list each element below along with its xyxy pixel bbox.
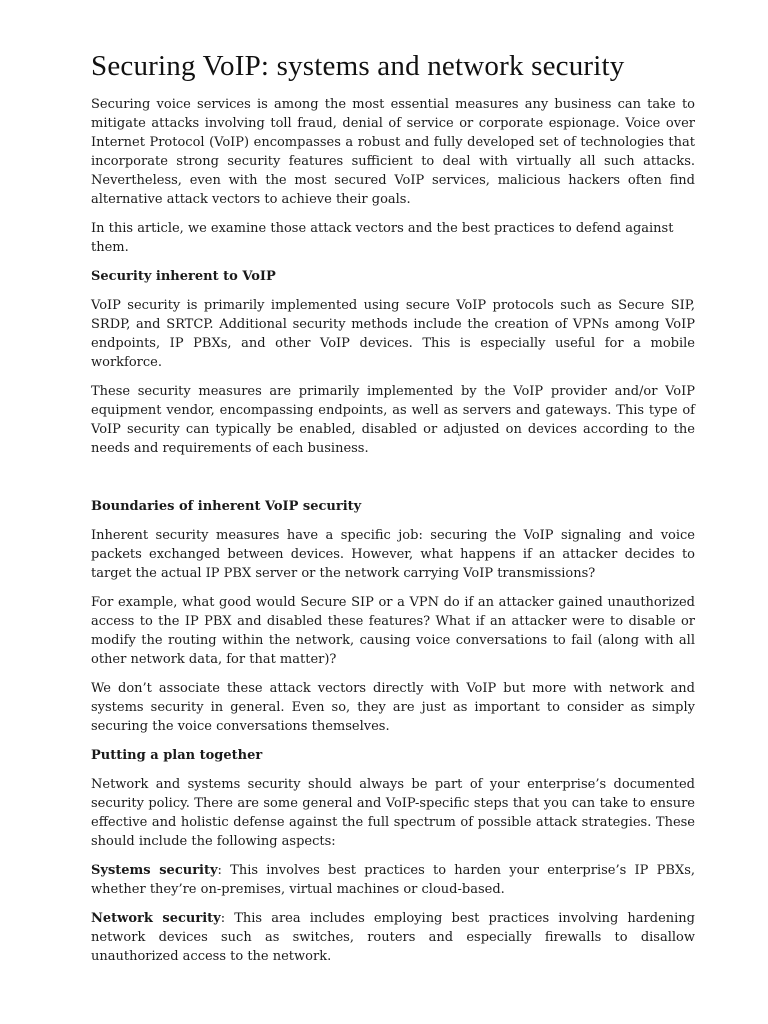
systems-security-lead: Systems security bbox=[91, 863, 218, 878]
section2-paragraph-2: For example, what good would Secure SIP or a VPN do if an attacker gained unauthorized access to the IP PBX and disabled these features? What if an attacker were to disable or modify the routing within the network, causing voice conversations to fail (along with all other network data, for that matter)? bbox=[91, 595, 695, 667]
section1-paragraph-2: These security measures are primarily implemented by the VoIP provider and/or VoIP equipment vendor, encompassing endpoints, as well as servers and gateways. This type of VoIP security can typically be enabled, disabled or adjusted on devices according to the needs and requirements of each business. bbox=[91, 384, 695, 456]
page-title: Securing VoIP: systems and network security bbox=[91, 50, 625, 82]
section1-paragraph-1: VoIP security is primarily implemented using secure VoIP protocols such as Secure SIP, SRDP, and SRTCP. Additional security methods include the creation of VPNs among VoIP endpoints, IP PBXs, and other VoIP devices. This is especially useful for a mobile workforce. bbox=[91, 298, 695, 370]
section-heading-boundaries: Boundaries of inherent VoIP security bbox=[91, 499, 362, 514]
section-spacer bbox=[91, 468, 695, 497]
network-security-lead: Network security bbox=[91, 911, 221, 926]
document-page bbox=[91, 48, 695, 976]
section2-paragraph-1: Inherent security measures have a specific job: securing the VoIP signaling and voice packets exchanged between devices. However, what happens if an attacker decides to target the actual IP PBX server or the network carrying VoIP transmissions? bbox=[91, 528, 695, 581]
network-security-paragraph bbox=[91, 909, 695, 966]
section3-paragraph-1: Network and systems security should always be part of your enterprise’s documented security policy. There are some general and VoIP-specific steps that you can take to ensure effective and holistic defense against the full spectrum of possible attack strategies. These should include the following aspects: bbox=[91, 777, 695, 849]
intro-paragraph-2: In this article, we examine those attack vectors and the best practices to defend against them. bbox=[91, 221, 674, 255]
systems-security-text: : This involves best practices to harden your enterprise’s IP PBXs, whether they’re on-premises, virtual machines or cloud-based. bbox=[91, 863, 695, 897]
section2-paragraph-3: We don’t associate these attack vectors directly with VoIP but more with network and systems security in general. Even so, they are just as important to consider as simply securing the voice conversations themselves. bbox=[91, 681, 695, 734]
network-security-text: : This area includes employing best practices involving hardening network devices such as switches, routers and especially firewalls to disallow unauthorized access to the network. bbox=[91, 911, 695, 964]
systems-security-paragraph bbox=[91, 861, 695, 899]
section-heading-security-inherent: Security inherent to VoIP bbox=[91, 269, 276, 284]
section-heading-plan: Putting a plan together bbox=[91, 748, 263, 763]
intro-paragraph-1: Securing voice services is among the most essential measures any business can take to mitigate attacks involving toll fraud, denial of service or corporate espionage. Voice over Internet Protocol (VoIP) encompasses a robust and fully developed set of technologies that incorporate strong security features sufficient to deal with virtually all such attacks. Nevertheless, even with the most secured VoIP services, malicious hackers often find alternative attack vectors to achieve their goals. bbox=[91, 97, 695, 207]
